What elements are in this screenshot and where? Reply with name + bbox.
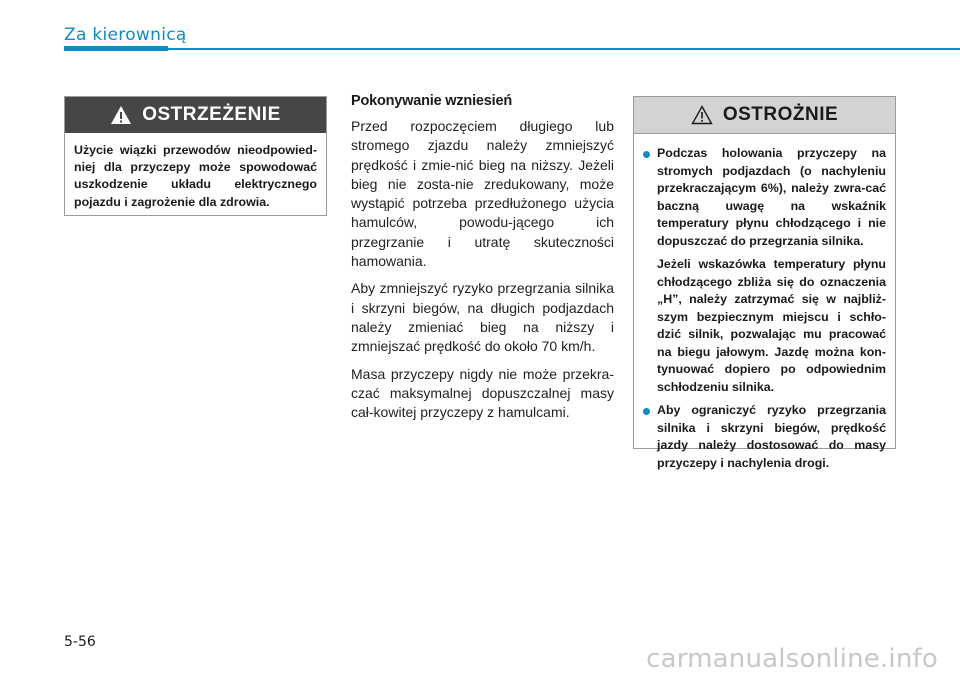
list-item-text: Jeżeli wskazówka temperatury płynu chłodzącego zbliża się do oznaczenia „H”, należy zatrzymać się w najbliż-szym bezpiecznym miejscu i schło-dzić silnik, pozwalając mu pracować na biegu jałowym. Jazdę można kon-tynuować dopiero po odpowiednim schłodzeniu silnika. bbox=[657, 257, 886, 394]
paragraph: Aby zmniejszyć ryzyko przegrzania silnika i skrzyni biegów, na długich podjazdach należy zmieniać bieg na niższy i zmniejszać prędkość do około 70 km/h. bbox=[351, 280, 614, 355]
header-divider bbox=[64, 48, 960, 50]
watermark: carmanualsonline.info bbox=[646, 644, 938, 674]
warning-title: OSTRZEŻENIE bbox=[142, 104, 281, 125]
caution-box bbox=[633, 96, 896, 470]
paragraph: Przed rozpoczęciem długiego lub stromego zjazdu należy zmniejszyć prędkość i zmie-nić bieg na niższy. Jeżeli bieg nie zosta-nie zredukowany, może wystąpić potrzeba przedłużonego użycia hamulców, powodu-jącego ich przegrzanie i utratę skuteczności hamowania. bbox=[351, 118, 614, 270]
paragraph: Masa przyczepy nigdy nie może przekra-czać maksymalnej dopuszczalnej masy cał-kowitej przyczepy z hamulcami. bbox=[351, 365, 614, 421]
bullet-icon bbox=[643, 151, 650, 158]
main-content bbox=[351, 93, 614, 430]
warning-text: Użycie wiązki przewodów nieodpowied-niej dla przyczepy może spowodować uszkodzenie układu elektrycznego pojazdu i zagrożenie dla zdrowia. bbox=[74, 143, 317, 209]
caution-body bbox=[634, 134, 895, 472]
list-item-text: Podczas holowania przyczepy na stromych podjazdach (o nachyleniu przekraczającym 6%), należy zwra-cać baczną uwagę na wskaźnik temperatury płynu chłodzącego i nie dopuszczać do przegrzania silnika. bbox=[657, 146, 886, 248]
bullet-icon bbox=[643, 408, 650, 415]
section-heading: Pokonywanie wzniesień bbox=[351, 93, 512, 109]
list-item-text: Aby ograniczyć ryzyko przegrzania silnika i skrzyni biegów, prędkość jazdy należy dostosować do masy przyczepy i nachylenia drogi. bbox=[657, 403, 886, 470]
warning-triangle-icon bbox=[110, 105, 132, 125]
section-header-title: Za kierownicą bbox=[64, 25, 187, 45]
list-item bbox=[643, 402, 886, 472]
list-item bbox=[643, 145, 886, 396]
caution-title: OSTROŻNIE bbox=[722, 104, 839, 125]
warning-box-header bbox=[65, 97, 326, 133]
caution-box-header bbox=[634, 97, 895, 134]
warning-box bbox=[64, 96, 327, 216]
page-number: 5-56 bbox=[64, 634, 96, 650]
caution-triangle-icon bbox=[691, 105, 713, 125]
